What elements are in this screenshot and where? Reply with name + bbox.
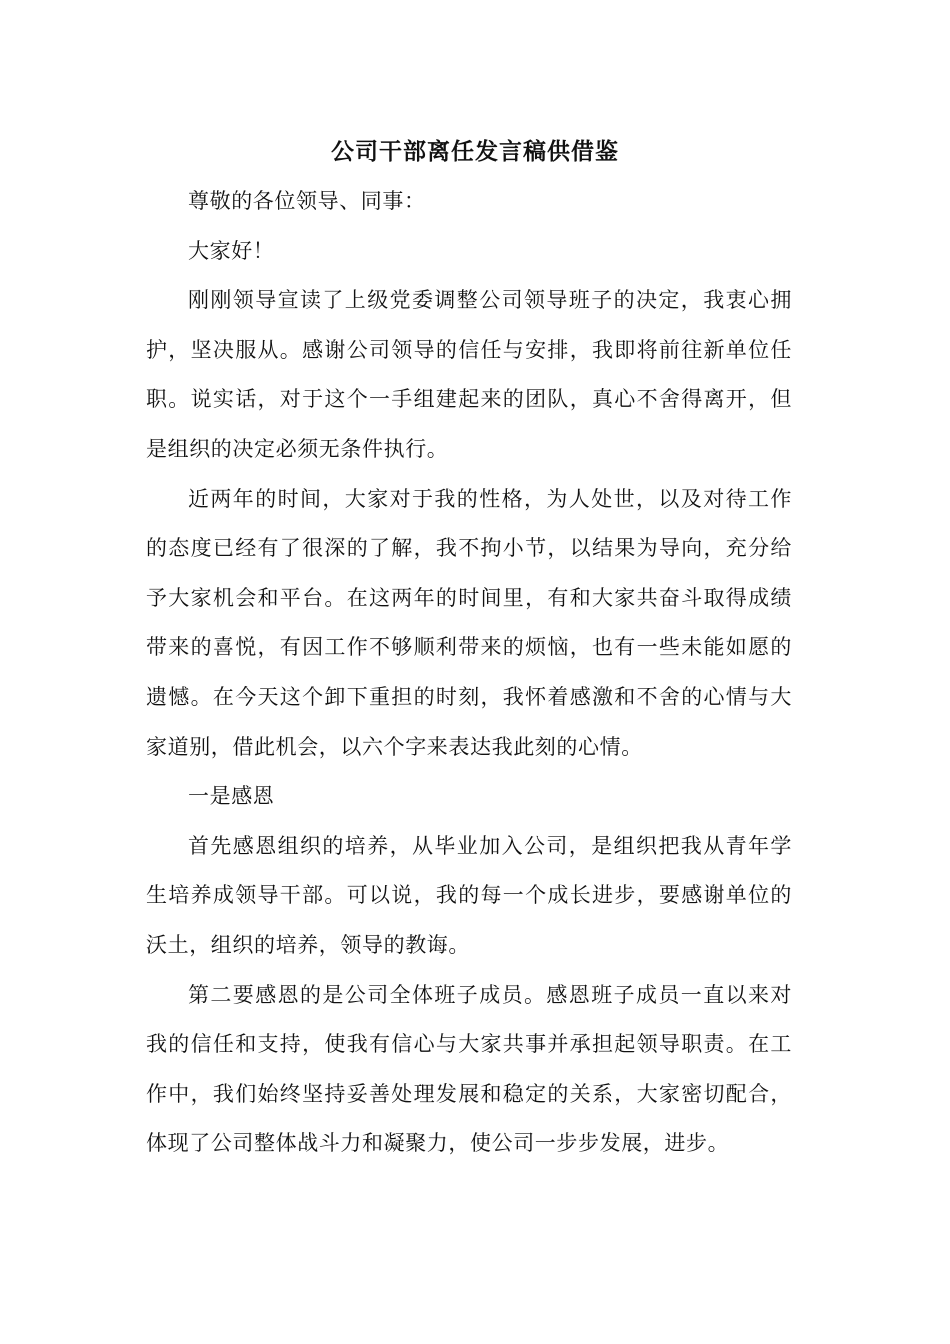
document-title: 公司干部离任发言稿供借鉴: [331, 138, 619, 165]
paragraph: 第二要感恩的是公司全体班子成员。感恩班子成员一直以来对我的信任和支持，使我有信心与大家共事并承担起领导职责。在工作中，我们始终坚持妥善处理发展和稳定的关系，大家密切配合，体现了公司整体战斗力和凝聚力，使公司一步步发展，进步。: [146, 982, 792, 1156]
salutation: 尊敬的各位领导、同事：: [188, 189, 426, 213]
paragraph: 近两年的时间，大家对于我的性格，为人处世，以及对待工作的态度已经有了很深的了解，我不拘小节，以结果为导向，充分给予大家机会和平台。在这两年的时间里，有和大家共奋斗取得成绩带来的喜悦，有因工作不够顺利带来的烦恼，也有一些未能如愿的遗憾。在今天这个卸下重担的时刻，我怀着感激和不舍的心情与大家道别，借此机会，以六个字来表达我此刻的心情。: [146, 486, 792, 759]
paragraph: 刚刚领导宣读了上级党委调整公司领导班子的决定，我衷心拥护，坚决服从。感谢公司领导的信任与安排，我即将前往新单位任职。说实话，对于这个一手组建起来的团队，真心不舍得离开，但是组织的决定必须无条件执行。: [146, 288, 792, 461]
document-body: [146, 177, 792, 1169]
paragraph: 首先感恩组织的培养，从毕业加入公司，是组织把我从青年学生培养成领导干部。可以说，我的每一个成长进步，要感谢单位的沃土，组织的培养，领导的教诲。: [146, 833, 792, 957]
section-heading: 一是感恩: [188, 784, 275, 809]
greeting: 大家好！: [188, 238, 275, 263]
